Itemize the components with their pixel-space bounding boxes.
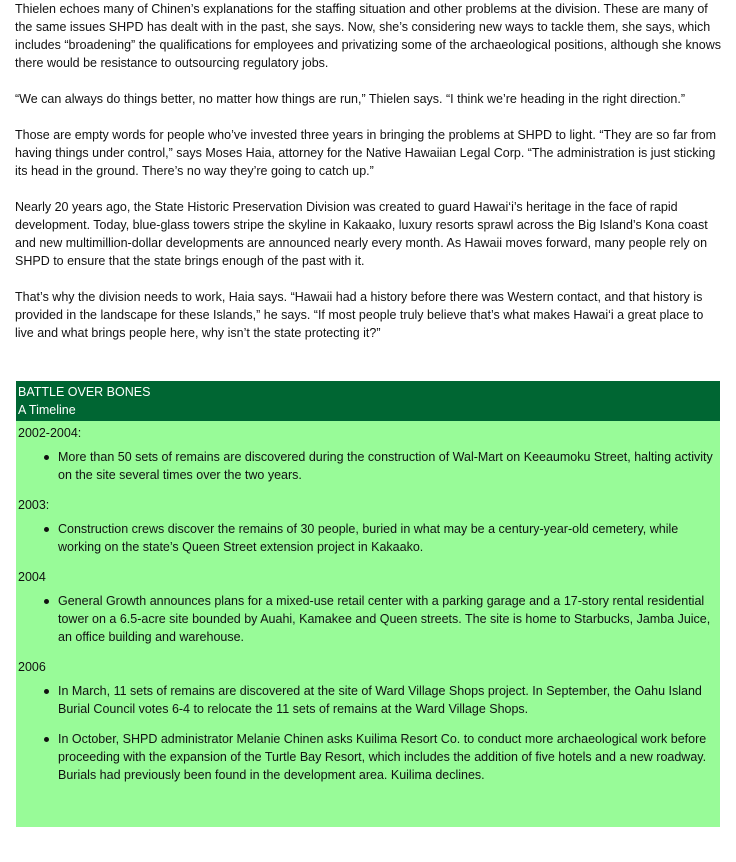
article-paragraph: Thielen echoes many of Chinen’s explanations for the staffing situation and other problems at the division. These are many of the same issues SHPD has dealt with in the past, she says. Now, she’s considering new ways to tackle them, she says, which includes “broadening” the qualifications for employees and privatizing some of the archaeological positions, although she knows there would be resistance to outsourcing regulatory jobs. <box>15 2 721 70</box>
timeline-header <box>16 381 720 421</box>
timeline-sidebar <box>16 381 720 827</box>
timeline-list <box>16 682 720 784</box>
article-paragraph: Those are empty words for people who’ve invested three years in bringing the problems at SHPD to light. “They are so far from having things under control,” says Moses Haia, attorney for the Native Hawaiian Legal Corp. “The administration is just sticking its head in the ground. There’s no way they’re going to catch up.” <box>15 128 717 178</box>
timeline-year: 2002-2004: <box>18 426 82 440</box>
timeline-year: 2004 <box>18 570 46 584</box>
timeline-list <box>16 592 720 646</box>
timeline-item: In March, 11 sets of remains are discovered at the site of Ward Village Shops project. In September, the Oahu Island Burial Council votes 6-4 to relocate the 11 sets of remains at the Ward Village Shops. <box>58 682 720 718</box>
timeline-year: 2006 <box>18 660 46 674</box>
article-paragraph: “We can always do things better, no matter how things are run,” Thielen says. “I think we’re heading in the right direction.” <box>15 92 686 106</box>
timeline-subtitle: A Timeline <box>18 403 76 417</box>
timeline-year: 2003: <box>18 498 50 512</box>
article-paragraph: Nearly 20 years ago, the State Historic Preservation Division was created to guard Hawai‘i’s heritage in the face of rapid development. Today, blue-glass towers stripe the skyline in Kakaako, luxury resorts sprawl across the Big Island’s Kona coast and new multimillion-dollar developments are announced nearly every month. As Hawaii moves forward, many people rely on SHPD to ensure that the state brings enough of the past with it. <box>15 200 708 268</box>
timeline-list <box>16 448 720 484</box>
timeline-list <box>16 520 720 556</box>
timeline-item: More than 50 sets of remains are discovered during the construction of Wal-Mart on Keeaumoku Street, halting activity on the site several times over the two years. <box>58 448 720 484</box>
timeline-item: Construction crews discover the remains of 30 people, buried in what may be a century-year-old cemetery, while working on the state’s Queen Street extension project in Kakaako. <box>58 520 720 556</box>
timeline-title: BATTLE OVER BONES <box>18 385 151 399</box>
article-paragraph: That’s why the division needs to work, Haia says. “Hawaii had a history before there was Western contact, and that history is provided in the landscape for these Islands,” he says. “If most people truly believe that’s what makes Hawai‘i a great place to live and what brings people here, why isn’t the state protecting it?” <box>15 290 704 340</box>
timeline-item: In October, SHPD administrator Melanie Chinen asks Kuilima Resort Co. to conduct more archaeological work before proceeding with the expansion of the Turtle Bay Resort, which includes the addition of five hotels and a new roadway. Burials had previously been found in the development area. Kuilima declines. <box>58 730 720 784</box>
timeline-item: General Growth announces plans for a mixed-use retail center with a parking garage and a 17-story rental residential tower on a 6.5-acre site bounded by Auahi, Kamakee and Queen streets. The site is home to Starbucks, Jamba Juice, an office building and warehouse. <box>58 592 720 646</box>
article-body <box>15 0 723 360</box>
